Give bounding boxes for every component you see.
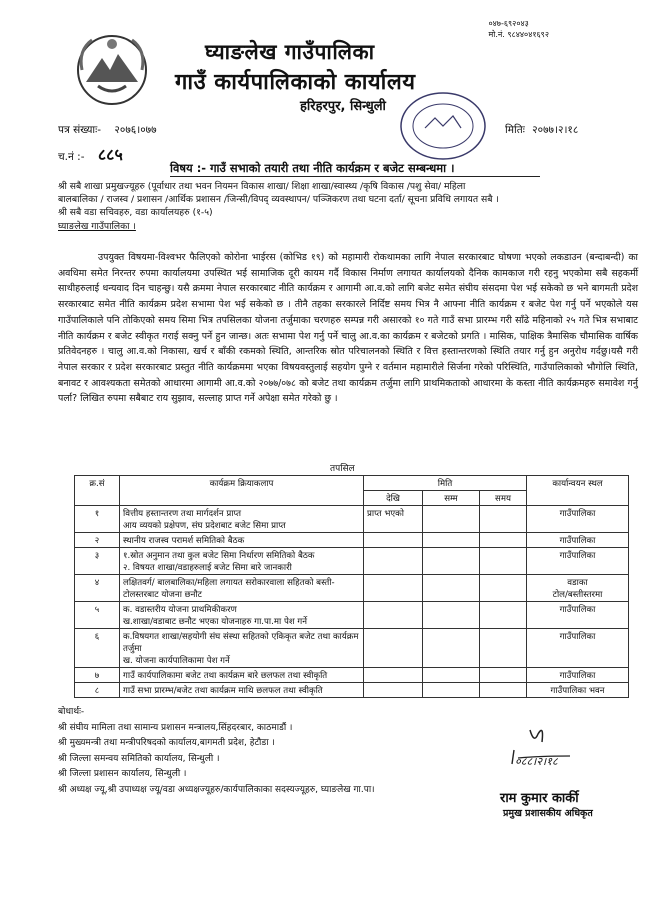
row-sn: ६ <box>75 629 120 668</box>
row-sn: २ <box>75 533 120 548</box>
row-activity: गाउँ सभा प्रारम्भ/बजेट तथा कार्यक्रम माथि छलफल तथा स्वीकृति <box>120 683 364 698</box>
cc-label: बोधार्थः- <box>58 707 85 717</box>
table-row <box>75 668 629 683</box>
row-implementation: गाउँपालिका <box>527 548 629 575</box>
table-row <box>75 575 629 602</box>
row-time <box>480 629 527 668</box>
table-row <box>75 683 629 698</box>
letter-date <box>505 123 578 137</box>
dispatch-number <box>58 143 123 165</box>
reference-number <box>58 123 157 137</box>
table-header-row <box>75 476 629 491</box>
header-to: सम्म <box>423 491 480 506</box>
row-time <box>480 683 527 698</box>
signatory-title: प्रमुख प्रशासकीय अधिकृत <box>503 808 593 819</box>
office-stamp-icon <box>395 88 490 163</box>
row-from <box>364 602 423 629</box>
row-activity: वित्तीय हस्तान्तरण तथा मार्गदर्शन प्राप्त आय व्ययको प्रक्षेपण, संघ प्रदेशबाट बजेट सिमा प्राप्त <box>120 506 364 533</box>
row-activity: लक्षितवर्ग/ बालबालिका/महिला लगायत सरोकारवाला सहितको बस्ती- टोलस्तरबाट योजना छनौट <box>120 575 364 602</box>
cc-item: श्री जिल्ला प्रशासन कार्यालय, सिन्धुली । <box>58 769 187 779</box>
row-time <box>480 506 527 533</box>
row-activity: १.स्रोत अनुमान तथा कुल बजेट सिमा निर्धारण समितिको बैठक २. विषयत शाखा/वडाहरुलाई बजेट सिमा बारे जानकारी <box>120 548 364 575</box>
row-activity: गाउँ कार्यपालिकामा बजेट तथा कार्यक्रम बारे छलफल तथा स्वीकृति <box>120 668 364 683</box>
table-row <box>75 533 629 548</box>
recipients-block <box>58 180 648 233</box>
header-activity: कार्यक्रम क्रियाकलाप <box>120 476 364 506</box>
row-time <box>480 533 527 548</box>
row-time <box>480 668 527 683</box>
date-value: २०७७।२।१८ <box>532 124 579 136</box>
row-implementation: गाउँपालिका <box>527 533 629 548</box>
office-title: गाउँ कार्यपालिकाको कार्यालय <box>175 70 416 95</box>
cc-item: श्री अध्यक्ष ज्यू,श्री उपाध्यक्ष ज्यू/वडा अध्यक्षज्यूहरु/कार्यपालिकाका सदस्यज्यूहरु, घ्याङलेख गा.पा। <box>58 784 375 795</box>
header-implementation: कार्यान्वयन स्थल <box>527 476 629 506</box>
row-from <box>364 629 423 668</box>
row-from <box>364 575 423 602</box>
schedule-table <box>74 475 629 698</box>
row-time <box>480 602 527 629</box>
date-label: मितिः <box>505 124 525 136</box>
row-from: प्राप्त भएको <box>364 506 423 533</box>
row-time <box>480 548 527 575</box>
table-row <box>75 602 629 629</box>
municipality-title: घ्याङलेख गाउँपालिका <box>205 40 375 64</box>
row-implementation: गाउँपालिका <box>527 602 629 629</box>
table-row <box>75 629 629 668</box>
row-implementation: वडाका टोल/बस्तीस्तरमा <box>527 575 629 602</box>
recipient-line: बालबालिका / राजस्व / प्रशासन /आर्थिक प्रशासन /जिन्सी/विपद् व्यवस्थापन/ पञ्जिकरण तथा घटना दर्ता/ सूचना प्रविधि लगायत सबै । <box>58 194 499 206</box>
row-from <box>364 533 423 548</box>
table-row <box>75 548 629 575</box>
row-to <box>423 548 480 575</box>
signatory-name: राम कुमार कार्की <box>500 791 579 806</box>
cc-item: श्री जिल्ला समन्वय समितिको कार्यालय, सिन्धुली । <box>58 753 220 764</box>
phone-block <box>488 18 549 40</box>
cc-list <box>58 721 375 799</box>
dispatch-value: ८८५ <box>97 145 123 164</box>
row-sn: १ <box>75 506 120 533</box>
letter-body <box>58 250 638 407</box>
recipient-line: घ्याङलेख गाउँपालिका । <box>58 220 136 232</box>
recipient-line: श्री सबै वडा सचिवहरु, वडा कार्यालयहरु (१-५) <box>58 207 213 219</box>
row-activity: क. वडास्तरीय योजना प्राथमिकीकरण ख.शाखा/वडाबाट छनौट भएका योजनाहरु गा.पा.मा पेश गर्ने <box>120 602 364 629</box>
table-caption: तपसिल <box>330 464 355 474</box>
mobile-number: मो.नं. ९८४४०४१६९२ <box>488 30 549 39</box>
office-location: हरिहरपुर, सिन्धुली <box>300 99 386 114</box>
subject-underline <box>170 176 540 177</box>
header-sn: क्र.सं <box>75 476 120 506</box>
phone-number: ०४७-६९२०४३ <box>488 19 529 28</box>
row-sn: ५ <box>75 602 120 629</box>
row-activity: क.विषयगत शाखा/सहयोगी संघ संस्था सहितको एकिकृत बजेट तथा कार्यक्रम तर्जुमा ख. योजना कार्यपालिकामा पेश गर्ने <box>120 629 364 668</box>
reference-value: २०७६।०७७ <box>114 124 157 136</box>
nepal-emblem-icon <box>72 30 152 110</box>
row-activity: स्थानीय राजस्व परामर्श समितिको बैठक <box>120 533 364 548</box>
row-from <box>364 548 423 575</box>
header-time: समय <box>480 491 527 506</box>
reference-label: पत्र संख्याः- <box>58 124 102 136</box>
row-time <box>480 575 527 602</box>
handwritten-signature-icon <box>500 720 590 780</box>
row-from <box>364 683 423 698</box>
table-row <box>75 506 629 533</box>
row-sn: ३ <box>75 548 120 575</box>
row-to <box>423 533 480 548</box>
row-to <box>423 575 480 602</box>
row-to <box>423 506 480 533</box>
letter-subject: विषय :- गाउँ सभाको तयारी तथा नीति कार्यक्रम र बजेट सम्बन्धमा । <box>170 161 455 175</box>
cc-item: श्री मुख्यमन्त्री तथा मन्त्रीपरिषदको कार्यालय,बागमती प्रदेश, हेटौडा । <box>58 738 275 748</box>
row-sn: ७ <box>75 668 120 683</box>
row-to <box>423 629 480 668</box>
cc-item: श्री संघीय मामिला तथा सामान्य प्रशासन मन्त्रालय,सिंहदरबार, काठमाडौं । <box>58 722 293 733</box>
row-to <box>423 668 480 683</box>
row-implementation: गाउँपालिका <box>527 668 629 683</box>
row-implementation: गाउँपालिका भवन <box>527 683 629 698</box>
header-from: देखि <box>364 491 423 506</box>
body-paragraph: उपयुक्त विषयमा-विश्वभर फैलिएको कोरोना भाईरस (कोभिड १९) को महामारी रोकथामका लागि नेपाल सरकारबाट घोषणा भएको लकडाउन (बन्दाबन्दी) का अवधिमा समेत निरन्तर रुपमा कार्यालयमा उपस्थित भई सामाजिक दूरी कायम गर्दै विकास निर्माण लगायत कार्यालयको दैनिक कामकाज गरी रहनु भएकोमा सबै सहकर्मी साथीहरुलाई धन्यवाद दिन चाहन्छु। यसै क्रममा नेपाल सरकारबाट नीति कार्यक्रम र आगामी आ.व.को लागि बजेट समेत संघीय संसदमा पेश भई सकेको छ भने बागमती प्रदेश सरकारबाट समेत नीति कार्यक्रम प्रदेश सभामा पेश भई सकेको छ । तीनै तहका सरकारले निर्दिष्ट समय भित्र नै आफ्ना नीति कार्यक्रम र बजेट पेश गर्नु पर्ने भएकोले यस गाउँपालिकाले पनि तोकिएको समय सिमा भित्र तपसिलका योजना तर्जुमाका चरणहरु सम्पन्न गरी असारको १० गते गाउँ सभा प्रारम्भ गरी साँढे महिनाको २५ गते भित्र सभाबाट नीति कार्यक्रम र बजेट स्वीकृत गराई सक्नु पर्ने हुन जान्छ। अतः सभामा पेश गर्नु पर्ने चालु आ.व.का कार्यक्रम र बजेटको प्रगति । मासिक, पाक्षिक त्रैमासिक चौमासिक वार्षिक प्रतिवेदनहरु । चालु आ.व.को निकासा, खर्च र बाँकी रकमको स्थिति, आन्तरिक स्रोत परिचालनको स्थिति र वित्त हस्तान्तरणको स्थिति तयार गर्नु हुन अनुरोध गर्दछु।यसै गरी नेपाल सरकार र प्रदेश सरकारबाट प्रस्तुत नीति कार्यक्रममा भएका विषयवस्तुलाई सहयोग पुग्ने र वर्तमान महामारीले सिर्जना गरेको परिस्थिति, गाउँपालिकाको भौगोलि स्थिति, बनावट र आवश्यकता समेतको आधारमा आगामी आ.व.को २०७७/०७८ को बजेट तथा कार्यक्रम तर्जुमा लागि प्राथमिकताको आधारमा के कस्ता नीति कार्यक्रमहरु समावेश गर्नु पर्ला? लिखित रुपमा सबैबाट राय सुझाव, सल्लाह प्राप्त गर्ने अपेक्षा समेत गरेको छु । <box>58 252 638 405</box>
recipient-line: श्री सबै शाखा प्रमुखज्यूहरु (पूर्वाधार तथा भवन नियमन विकास शाखा/ शिक्षा शाखा/स्वास्थ्य /कृषि विकास /पशु सेवा/ महिला <box>58 181 466 192</box>
dispatch-label: च.नं :- <box>58 151 85 163</box>
cc-block <box>58 705 375 798</box>
row-sn: ४ <box>75 575 120 602</box>
row-to <box>423 602 480 629</box>
row-implementation: गाउँपालिका <box>527 506 629 533</box>
row-implementation: गाउँपालिका <box>527 629 629 668</box>
header-date: मिति <box>364 476 527 491</box>
row-to <box>423 683 480 698</box>
handwritten-date: ०८८।२।१८ <box>515 755 558 768</box>
row-sn: ८ <box>75 683 120 698</box>
row-from <box>364 668 423 683</box>
